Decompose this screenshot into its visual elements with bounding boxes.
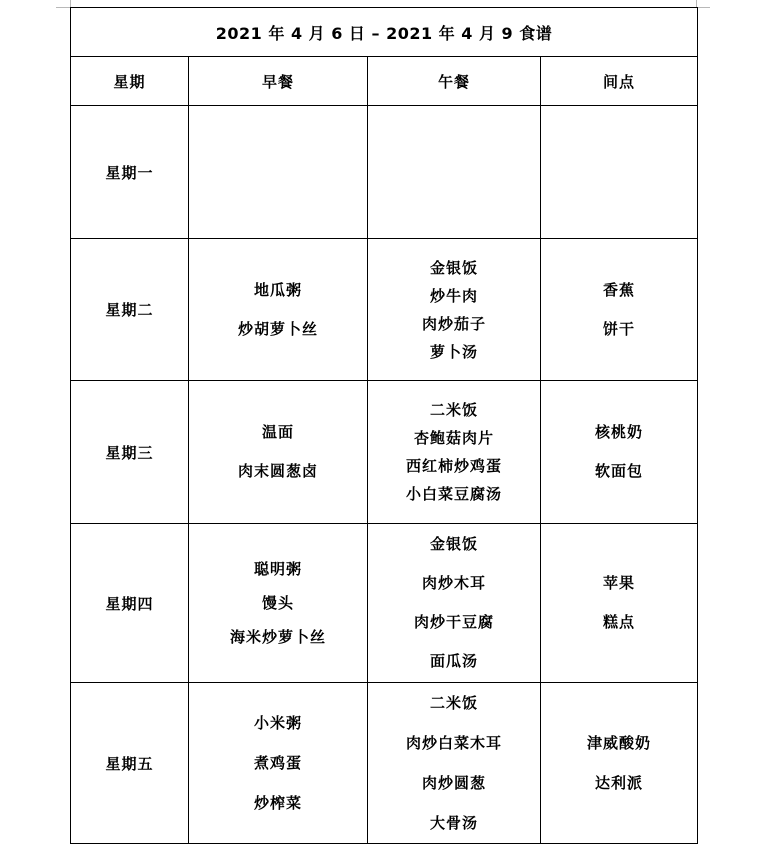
snack-cell (541, 683, 698, 844)
day-cell: 星期四 (71, 524, 189, 683)
day-cell: 星期一 (71, 106, 189, 239)
corner-mark-top-right-h (696, 7, 710, 8)
snack-cell (541, 524, 698, 683)
snack-cell (541, 381, 698, 524)
menu-item: 二米饭 (429, 694, 478, 712)
menu-item: 饼干 (603, 319, 636, 338)
menu-item: 苹果 (603, 574, 636, 592)
menu-item: 杏鲍菇肉片 (413, 429, 494, 447)
lunch-cell (368, 106, 541, 239)
menu-item: 地瓜粥 (253, 280, 302, 299)
table-row (71, 683, 698, 844)
title-row (71, 8, 698, 57)
breakfast-cell (189, 524, 368, 683)
lunch-cell (368, 683, 541, 844)
menu-item: 肉炒白菜木耳 (405, 734, 502, 752)
header-breakfast: 早餐 (189, 57, 368, 106)
corner-mark-top-left-v (70, 0, 71, 7)
header-snack: 间点 (541, 57, 698, 106)
table-row (71, 524, 698, 683)
menu-table (70, 7, 698, 844)
menu-item: 炒胡萝卜丝 (237, 319, 318, 338)
menu-item: 香蕉 (603, 280, 636, 299)
menu-item: 津威酸奶 (587, 734, 652, 752)
lunch-cell (368, 381, 541, 524)
menu-item: 面瓜汤 (429, 652, 478, 670)
menu-item: 肉炒干豆腐 (413, 613, 494, 631)
table-row (71, 239, 698, 381)
menu-item: 达利派 (595, 774, 644, 792)
menu-item: 小白菜豆腐汤 (405, 485, 502, 503)
header-row (71, 57, 698, 106)
menu-item: 肉炒木耳 (421, 574, 486, 592)
day-cell: 星期五 (71, 683, 189, 844)
table-row (71, 106, 698, 239)
breakfast-cell (189, 381, 368, 524)
breakfast-cell (189, 239, 368, 381)
corner-mark-top-left-h (56, 7, 70, 8)
snack-cell (541, 106, 698, 239)
menu-item: 软面包 (595, 462, 644, 480)
day-cell: 星期二 (71, 239, 189, 381)
menu-title: 2021 年 4 月 6 日 – 2021 年 4 月 9 食谱 (71, 8, 698, 57)
menu-item: 聪明粥 (253, 560, 302, 578)
header-day: 星期 (71, 57, 189, 106)
day-cell: 星期三 (71, 381, 189, 524)
lunch-cell (368, 524, 541, 683)
menu-item: 海米炒萝卜丝 (229, 628, 326, 646)
header-lunch: 午餐 (368, 57, 541, 106)
menu-item: 肉炒茄子 (421, 314, 486, 333)
snack-cell (541, 239, 698, 381)
menu-item: 炒牛肉 (429, 286, 478, 305)
menu-item: 糕点 (603, 613, 636, 631)
menu-item: 金银饭 (429, 535, 478, 553)
lunch-cell (368, 239, 541, 381)
breakfast-cell (189, 683, 368, 844)
table-row (71, 381, 698, 524)
menu-item: 肉末圆葱卤 (237, 462, 318, 480)
menu-item: 温面 (261, 423, 294, 441)
corner-mark-top-right-v (696, 0, 697, 7)
menu-item: 小米粥 (253, 714, 302, 732)
menu-item: 二米饭 (429, 401, 478, 419)
menu-item: 肉炒圆葱 (421, 774, 486, 792)
menu-item: 炒榨菜 (253, 794, 302, 812)
menu-item: 大骨汤 (429, 814, 478, 832)
menu-item: 核桃奶 (595, 423, 644, 441)
menu-item: 金银饭 (429, 258, 478, 277)
menu-item: 馒头 (261, 594, 294, 612)
menu-item: 西红柿炒鸡蛋 (405, 457, 502, 475)
menu-item: 煮鸡蛋 (253, 754, 302, 772)
menu-item: 萝卜汤 (429, 342, 478, 361)
breakfast-cell (189, 106, 368, 239)
